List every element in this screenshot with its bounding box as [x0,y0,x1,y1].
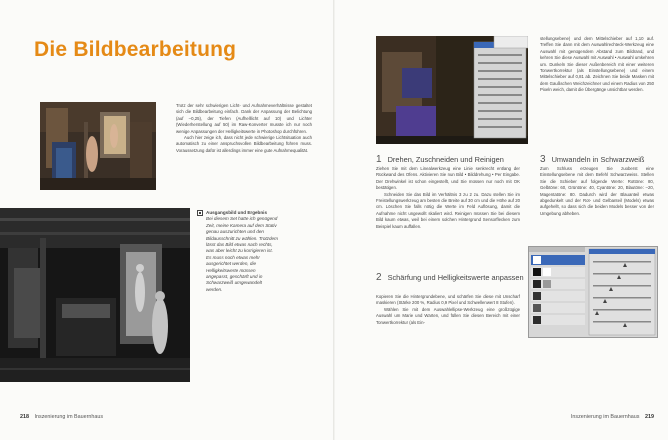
section-body-2 [376,294,520,326]
section-title: Drehen, Zuschneiden und Reinigen [387,155,504,164]
section-paragraph: Zum Schluss erzeugen Sie zuoberst eine Einstellungsebene mit dem Befehl Schwarzweiss. Stellen Sie die Schieber auf folgende Werte: Rottöne: 80, Gelbtöne: 60, Grüntöne: 40, Cyantöne: 20, Blautöne: –20, Magentatöne: 80. Dadurch wird der Blauanteil etwas abgedunkelt und der Rot- und Gelbanteil (Models) etwas aufgehellt, so dass sich die beiden Models besser von der Umgebung abheben. [540,166,654,216]
color-photo-original [40,102,156,190]
section-number: 3 [540,154,546,165]
caption-body: Bei diesem Set hatte ich genügend Zeit, meine Kamera auf dem Stativ genau auszurichten und den Bildausschnitt zu wählen. Trotzdem lässt das Bild etwas nach rechts, was aber leicht zu korrigieren ist. Es muss noch etwas mehr ausgerichtet werden, die Helligkeitswerte müssen angepasst, geschärft und in Schwarzweiß umgewandelt werden. [206,216,278,292]
page-number-left: 218 [20,414,29,420]
photoshop-screenshot-1 [376,36,528,144]
camera-icon [197,210,203,216]
bw-photo-result [0,208,190,382]
section-paragraph: Kopieren Sie die Hintergrundebene, und schärfen Sie diese mit Unscharf maskieren (Stärke 200 %, Radius 0,9 Pixel und Schwellenwert 8 Stufen). [376,294,520,306]
section-title: Umwandeln in Schwarzweiß [551,155,645,164]
caption-title: Ausgangsbild und Ergebnis [206,210,267,215]
section-paragraph: Schneiden Sie das Bild im Verhältnis 3 zu 2 zu. Dazu stellen Sie im Freistellungswerkzeug am besten die Breite auf 30 cm und die Höhe auf 20 cm. Löschen Sie falls nötig die Werte im Feld Auflösung, damit die Aufnahme nicht ungewollt skaliert wird. Reinigen müssen Sie bei diesem Bild kaum etwas, weil bei einem solchen Hintergrund Sensorflecken zum Beispiel kaum auffallen. [376,191,520,229]
section-paragraph: Wählen Sie mit dem Auswahlellipse-Werkzeug eine großzügige Auswahl um Marie und Warten, und füllen Sie diesen Bereich mit einer Tonwertkorrektur (als Ein- [376,306,520,325]
section-heading-2 [376,274,526,282]
footer-label-left: Inszenierung im Bauernhaus [34,414,104,420]
section-number: 2 [376,272,382,283]
footer-right [571,414,654,420]
intro-paragraph: Trotz der sehr schwierigen Licht- und Aufnahmeverhältnisse gestaltet sich die Bildbearbeitung einfach. Dank der Anpassung der Belichtung (auf –0,25), der Tiefen (Aufhelllicht auf 10) und Lichter (Wiederherstellung auf 50) im Raw-Konverter musste ich nur noch wenige Anpassungen der Helligkeitswerte in Photoshop durchführen. [176,103,312,134]
photo-caption [206,210,278,293]
intro-text [176,103,312,154]
footer-left [20,414,103,420]
section-body-3 [540,166,654,217]
continued-text [540,36,654,94]
page-gutter [333,0,335,440]
section-body-1 [376,166,520,230]
section-number: 1 [376,154,382,165]
footer-label-right: Inszenierung im Bauernhaus [570,414,640,420]
intro-paragraph: Auch hier zeige ich, dass nicht jede schwierige Lichtsituation auch automatisch zu einer anspruchsvollen Bildbearbeitung führen muss. Voraussetzung dafür ist allerdings immer eine gute Aufnahmequalität. [176,135,312,153]
page-title: Die Bildbearbeitung [34,38,237,61]
continued-paragraph: stellungsebene) und dem Mittelschieber auf 1,10 auf. Treffen Sie dann mit dem Auswahlrechteck-Werkzeug eine Auswahl mit genügendem Abstand zum Bildrand, und kehren Sie diese Auswahl mit Auswahl • Auswahl umkehren um. Dunkeln Sie dieser Außenbereich mit einer weiteren Tonwertkorrektur (als Einstellungsebene) und einem Mittelschieber auf 0,81 ab. Zeichnen Sie beide Masken mit dem Gaußschen Weichzeichner und einem Radius von 250 Pixeln weich, damit die Übergänge unsichtbar werden. [540,36,654,93]
photoshop-screenshot-layers [528,246,658,338]
section-paragraph: Ziehen Sie mit dem Linealwerkzeug eine Linie senkrecht entlang der Rückwand des Ofens. Aktivieren Sie nun Bild • Bilddrehung • Per Eingabe. Der Drehwinkel ist schon eingestellt, und Sie müssen nur noch mit OK bestätigen. [376,166,520,191]
section-heading-3 [540,156,660,164]
section-heading-1 [376,156,526,164]
section-title: Schärfung und Helligkeitswerte anpassen [387,273,524,282]
page-number-right: 219 [645,414,654,420]
